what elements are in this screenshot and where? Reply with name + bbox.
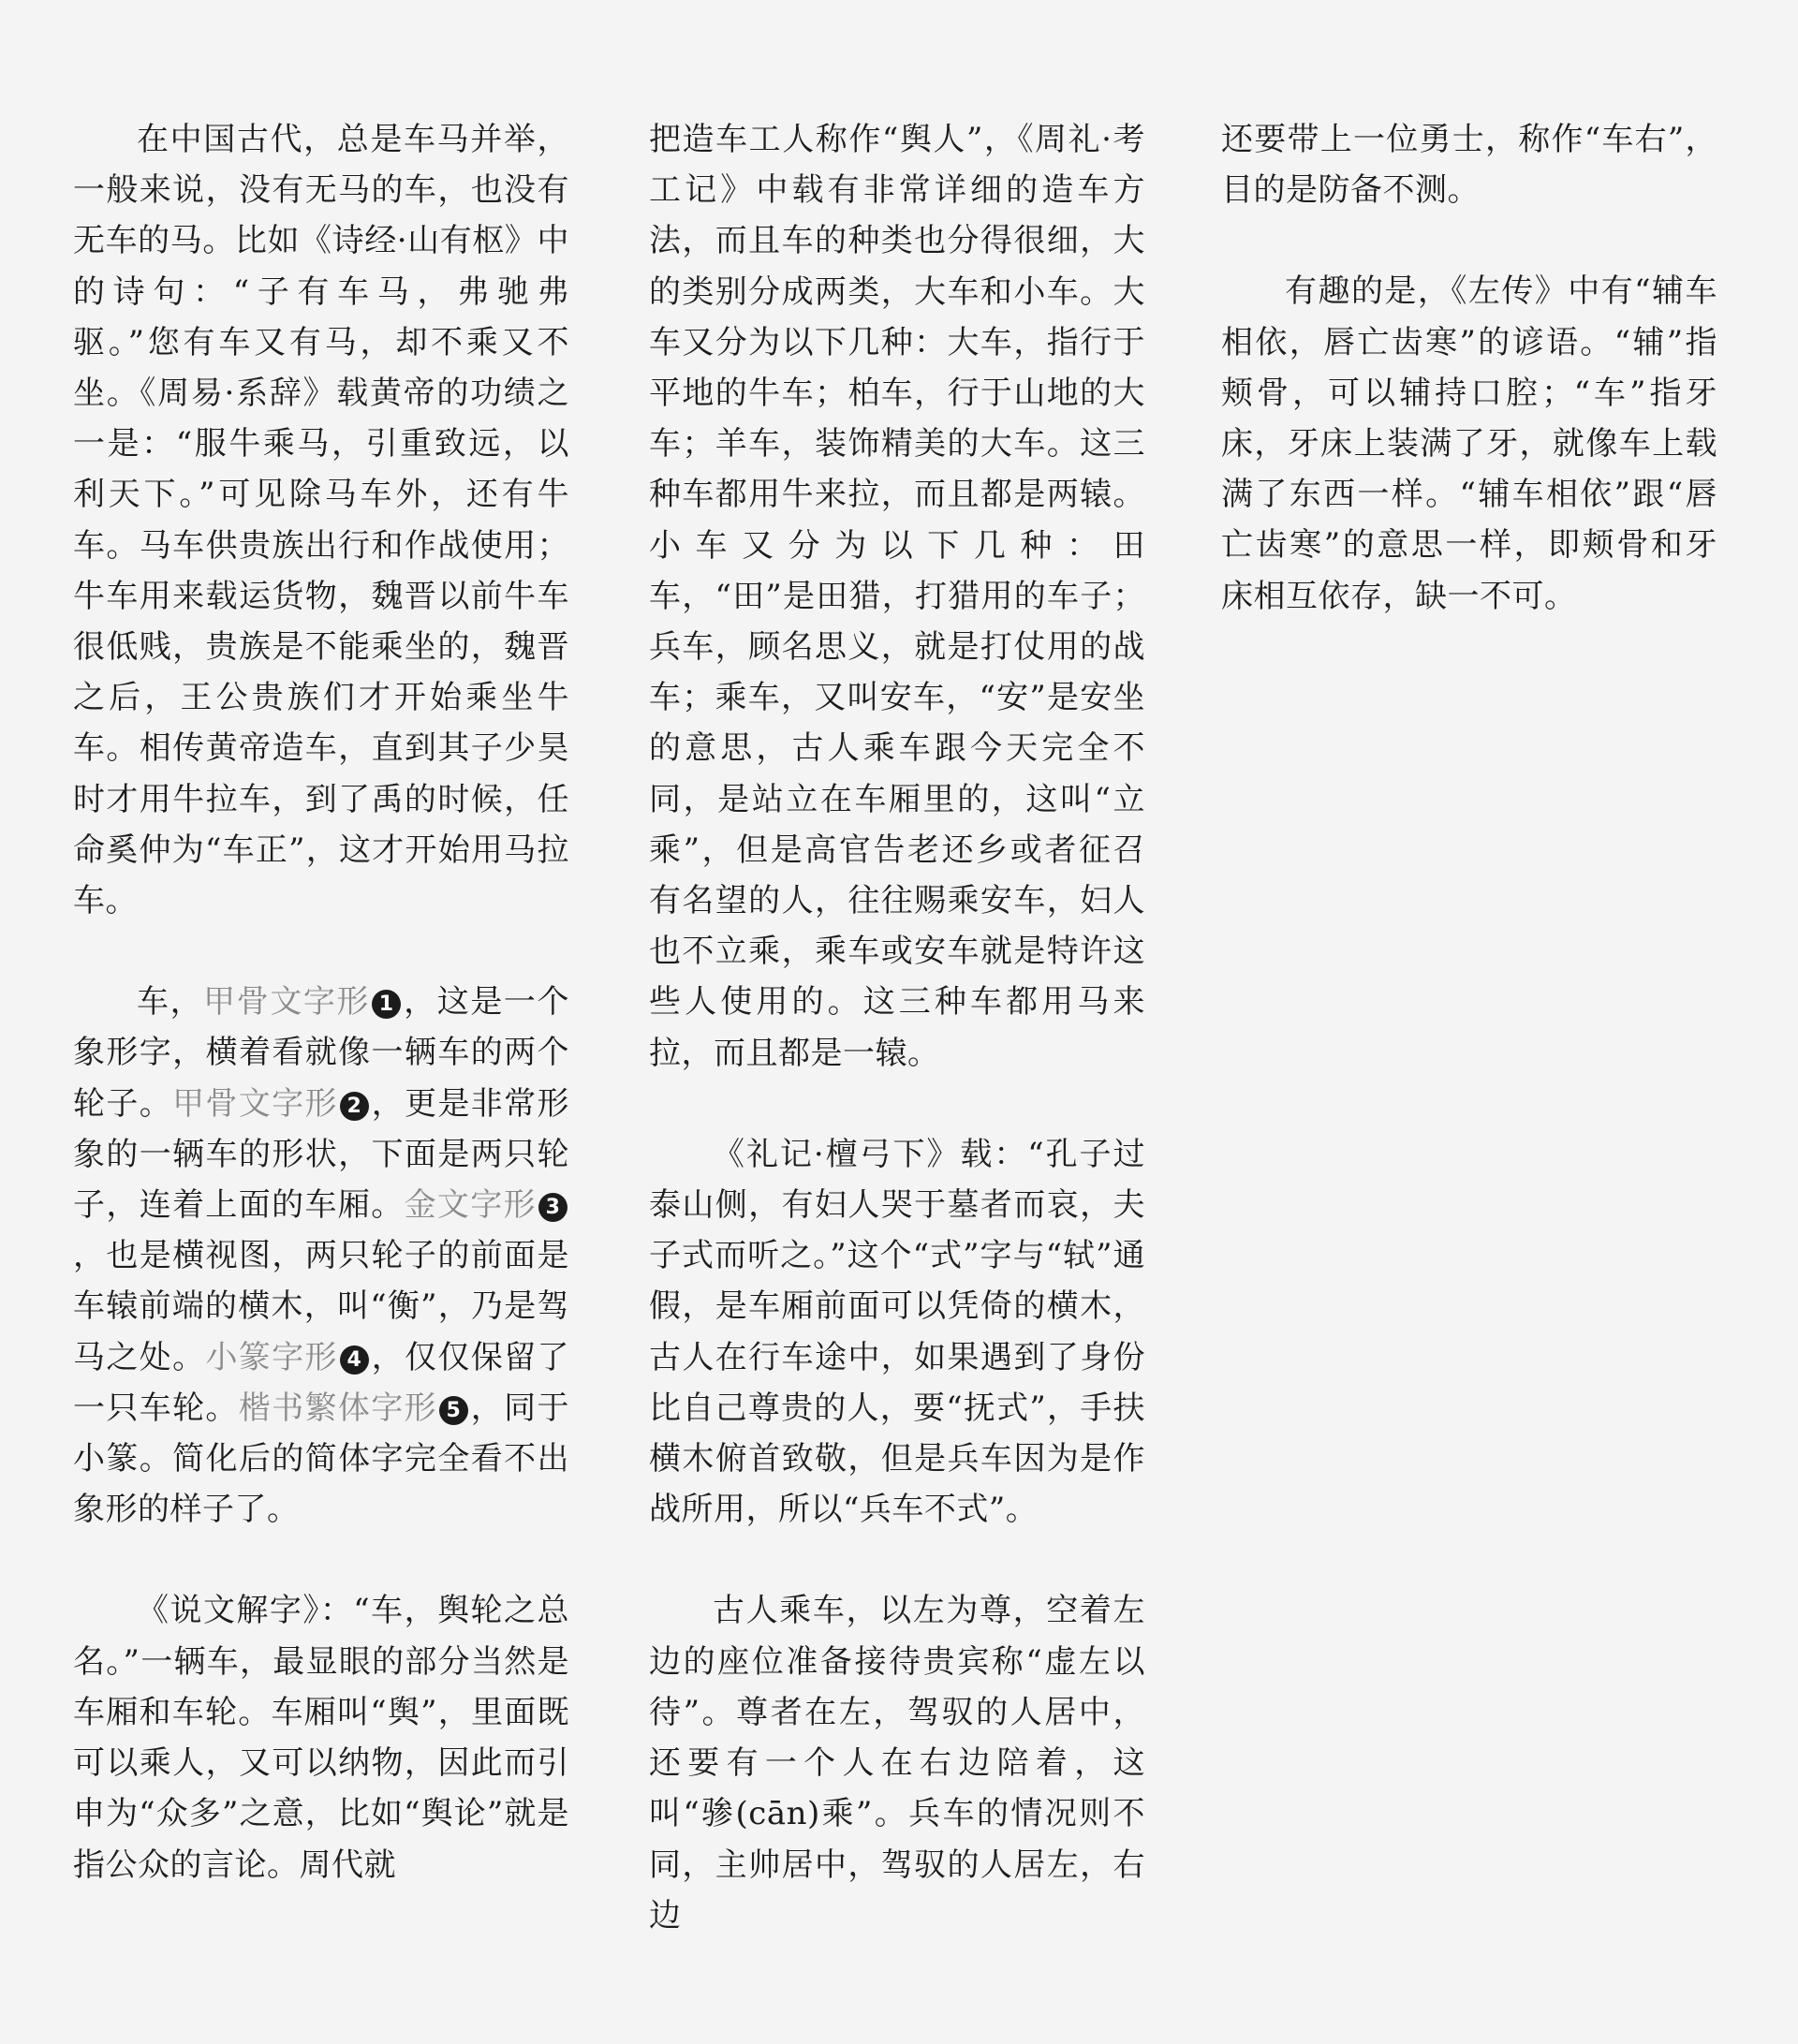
text-column-2 <box>649 114 1145 1992</box>
paragraph-chariot-horse: 在中国古代，总是车马并举，一般来说，没有无马的车，也没有无车的马。比如《诗经·山有枢》中的诗句：“子有车马，弗驰弗驱。”您有车又有马，却不乘又不坐。《周易·系辞》载黄帝的功绩之一是：“服牛乘马，引重致远，以利天下。”可见除马车外，还有牛车。马车供贵族出行和作战使用；牛车用来载运货物，魏晋以前牛车很低贱，贵族是不能乘坐的，魏晋之后，王公贵族们才开始乘坐牛车。相传黄帝造车，直到其子少昊时才用牛拉车，到了禹的时候，任命奚仲为“车正”，这才开始用马拉车。 <box>73 121 569 920</box>
text-span: 车， <box>137 983 204 1022</box>
text-column-3 <box>1221 114 1717 672</box>
text-span: ，仅仅保留了一只车轮。 <box>73 1338 570 1427</box>
circled-number-1-icon: 1 <box>372 990 401 1019</box>
paragraph-cart-types: 把造车工人称作“舆人”，《周礼·考工记》中载有非常详细的造车方法，而且车的种类也分得很细，大的类别分成两类，大车和小车。大车又分为以下几种：大车，指行于平地的牛车；柏车，行于山地的大车；羊车，装饰精美的大车。这三种车都用牛来拉，而且都是两辕。小车又分为以下几种：田车，“田”是田猎，打猎用的车子；兵车，顾名思义，就是打仗用的战车；乘车，又叫安车，“安”是安坐的意思，古人乘车跟今天完全不同，是站立在车厢里的，这叫“立乘”，但是高官告老还乡或者征召有名望的人，往往赐乘安车，妇人也不立乘，乘车或安车就是特许这些人使用的。这三种车都用马来拉，而且都是一辕。 <box>649 121 1145 1072</box>
paragraph-shuowen: 《说文解字》：“车，舆轮之总名。”一辆车，最显眼的部分当然是车厢和车轮。车厢叫“舆”，里面既可以乘人，又可以纳物，因此而引申为“众多”之意，比如“舆论”就是指公众的言论。周代就 <box>73 1592 569 1884</box>
paragraph-cheyou: 还要带上一位勇士，称作“车右”，目的是防备不测。 <box>1221 121 1717 210</box>
circled-number-5-icon: 5 <box>439 1396 468 1425</box>
glyph-label-oracle-1: 甲骨文字形 <box>203 983 371 1022</box>
circled-number-2-icon: 2 <box>340 1092 369 1121</box>
text-span: ，更是非常形象的一辆车的形状，下面是两只轮子，连着上面的车厢。 <box>73 1084 570 1225</box>
circled-number-4-icon: 4 <box>340 1346 369 1375</box>
glyph-label-traditional-regular: 楷书繁体字形 <box>238 1389 437 1427</box>
glyph-label-oracle-2: 甲骨文字形 <box>172 1084 338 1123</box>
text-span: ，这是一个象形字，横着看就像一辆车的两个轮子。 <box>73 983 570 1123</box>
text-span: ，同于小篆。简化后的简体字完全看不出象形的样子了。 <box>73 1389 570 1529</box>
circled-number-3-icon: 3 <box>538 1193 567 1222</box>
paragraph-liji: 《礼记·檀弓下》载：“孔子过泰山侧，有妇人哭于墓者而哀，夫子式而听之。”这个“式”字与“轼”通假，是车厢前面可以凭倚的横木，古人在行车途中，如果遇到了身份比自己尊贵的人，要“抚式”，手扶横木俯首致敬，但是兵车因为是作战所用，所以“兵车不式”。 <box>649 1135 1145 1529</box>
glyph-label-bronze: 金文字形 <box>404 1186 538 1225</box>
text-span: ，也是横视图，两只轮子的前面是车辕前端的横木，叫“衡”，乃是驾马之处。 <box>73 1237 569 1376</box>
glyph-label-small-seal: 小篆字形 <box>205 1338 338 1376</box>
paragraph-character-forms <box>73 977 569 1535</box>
paragraph-seating: 古人乘车，以左为尊，空着左边的座位准备接待贵宾称“虚左以待”。尊者在左，驾驭的人居中，还要有一个人在右边陪着，这叫“骖(cān)乘”。兵车的情况则不同，主帅居中，驾驭的人居左，右边 <box>649 1592 1145 1934</box>
text-column-1 <box>73 114 569 1941</box>
paragraph-zuozhuan: 有趣的是，《左传》中有“辅车相依，唇亡齿寒”的谚语。“辅”指颊骨，可以辅持口腔；“车”指牙床，牙床上装满了牙，就像车上载满了东西一样。“辅车相依”跟“唇亡齿寒”的意思一样，即颊骨和牙床相互依存，缺一不可。 <box>1221 272 1717 615</box>
